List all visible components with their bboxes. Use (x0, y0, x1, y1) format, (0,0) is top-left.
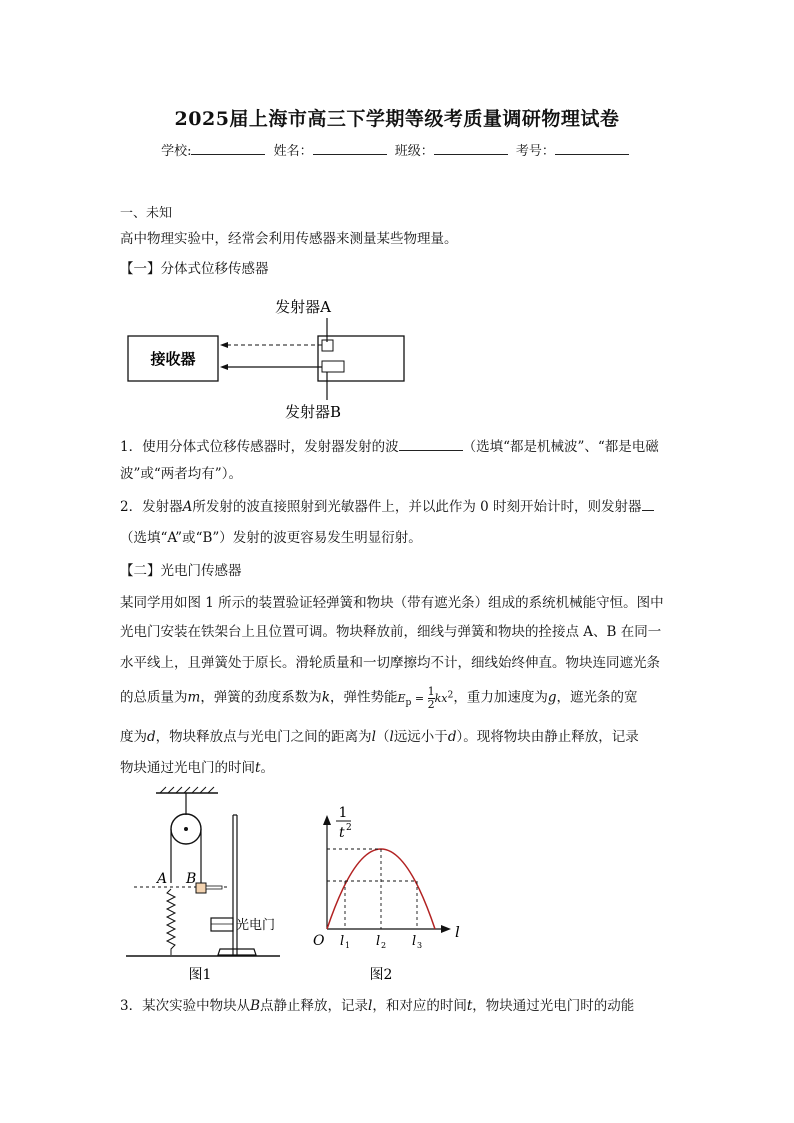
q2-text-a: 2．发射器 (120, 499, 183, 515)
q3-var-l: l (368, 998, 373, 1014)
section-heading: 一、未知 (120, 206, 173, 221)
name-label: 姓名： (273, 144, 313, 159)
q3-var-b: B (250, 998, 261, 1014)
ep-rhs: kx (434, 691, 448, 705)
var-m: m (187, 689, 201, 706)
spring (167, 889, 175, 955)
tick-l3: l (412, 934, 417, 949)
origin-label: O (313, 933, 325, 949)
intro-text: 高中物理实验中，经常会利用传感器来测量某些物理量。 (120, 231, 458, 247)
p4-b: ，弹簧的劲度系数为 (200, 689, 322, 706)
var-k: k (321, 689, 330, 706)
block (196, 883, 206, 893)
wave-a-arrow-icon (220, 342, 228, 348)
part1-title: 【一】分体式位移传感器 (120, 261, 269, 277)
ep-num: 1 (427, 685, 435, 699)
q3-b: 点静止释放，记录 (260, 998, 369, 1014)
p6-a: 物块通过光电门的时间 (120, 760, 255, 776)
question-2-line2: （选填“A”或“B”）发射的波更容易发生明显衍射。 (120, 530, 422, 546)
p5-a: 度为 (120, 729, 147, 745)
y-axis-arrow-icon (323, 815, 331, 825)
q3-d: ，物块通过光电门时的动能 (472, 998, 635, 1014)
wave-b-arrow-icon (220, 364, 228, 370)
ep-eq: = (414, 691, 425, 705)
p4-c: ，弹性势能 (330, 689, 398, 706)
p5-b: ，物块释放点与光电门之间的距离为 (155, 729, 372, 745)
part2-para1: 某同学用如图 1 所示的装置验证轻弹簧和物块（带有遮光条）组成的系统机械能守恒。图中 (120, 595, 664, 611)
q1-text-b: （选填“都是机械波”、“都是电磁 (462, 439, 659, 455)
question-1-line2: 波”或“两者均有”）。 (120, 466, 242, 482)
q3-c: ，和对应的时间 (372, 998, 467, 1014)
light-shield (206, 886, 222, 889)
school-blank (191, 142, 265, 155)
id-label: 考号： (515, 144, 555, 159)
receiver-label: 接收器 (150, 350, 196, 368)
figure-2-graph (305, 795, 475, 987)
y-axis-num: 1 (338, 805, 348, 821)
var-d: d (147, 729, 156, 745)
pulley-axle (184, 827, 188, 831)
var-d2: d (447, 729, 457, 745)
figure-1-apparatus (120, 785, 295, 985)
figure-1-caption: 图1 (188, 967, 212, 983)
point-b-label: B (186, 871, 197, 887)
tick-l2-sub: 2 (381, 941, 387, 950)
q1-answer-blank (399, 438, 463, 451)
class-label: 班级： (394, 144, 434, 159)
tick-l1: l (340, 934, 345, 949)
x-axis-arrow-icon (441, 925, 451, 933)
p4-d: ，重力加速度为 (453, 689, 548, 706)
p4-a: 的总质量为 (120, 689, 188, 706)
ep-den: 2 (427, 698, 435, 712)
q2-answer-blank (642, 498, 654, 511)
p4-e: ，遮光条的宽 (556, 689, 638, 706)
sensor-diagram (120, 290, 420, 425)
name-blank (313, 142, 387, 155)
student-info-row (0, 140, 794, 159)
exam-title: 2025届上海市高三下学期等级考质量调研物理试卷 (174, 108, 620, 130)
class-blank (434, 142, 508, 155)
ceiling-hatch (160, 787, 214, 793)
var-l: l (371, 729, 376, 745)
emitter-a-label: 发射器A (275, 298, 331, 316)
part2-para2: 光电门安装在铁架台上且位置可调。物块释放前，细线与弹簧和物块的拴接点 A、B 在同一 (120, 624, 662, 640)
part2-para3: 水平线上，且弹簧处于原长。滑轮质量和一切摩擦均不计，细线始终伸直。物块连同遮光条 (120, 655, 660, 671)
tick-l3-sub: 3 (417, 941, 423, 950)
id-blank (555, 142, 629, 155)
photogate-label: 光电门 (236, 918, 276, 933)
point-a-label: A (157, 871, 168, 887)
part2-para5 (120, 726, 680, 748)
ep-lhs: E (397, 691, 406, 705)
question-3-line1 (120, 995, 680, 1017)
p5-c: （ (375, 729, 390, 745)
p6-b: 。 (260, 760, 274, 776)
y-axis-den-sup: 2 (346, 823, 352, 833)
elastic-energy-formula (397, 685, 454, 712)
tick-l2: l (376, 934, 381, 949)
p5-d: 远远小于 (393, 729, 448, 745)
photogate (211, 918, 233, 931)
part2-para4 (120, 684, 680, 718)
q2-text-b: 所发射的波直接照射到光敏器件上，并以此作为 0 时刻开始计时，则发射器 (192, 499, 642, 515)
var-g: g (547, 689, 557, 706)
ep-sub: p (405, 696, 412, 708)
emitter-b-box (322, 361, 344, 372)
var-t: t (255, 760, 261, 776)
y-axis-den: t (339, 825, 345, 841)
q3-a: 3．某次实验中物块从 (120, 998, 251, 1014)
question-1-line1 (120, 436, 680, 458)
school-label: 学校: (161, 144, 192, 159)
emitter-body (318, 336, 404, 381)
q3-var-t: t (466, 998, 473, 1014)
p5-e: ）。现将物块由静止释放，记录 (456, 729, 639, 745)
figure-2-caption: 图2 (369, 967, 393, 983)
question-2-line1 (120, 496, 680, 518)
tick-l1-sub: 1 (345, 941, 351, 950)
part2-title: 【二】光电门传感器 (120, 563, 242, 579)
var-l2: l (389, 729, 394, 745)
ep-sup: 2 (447, 689, 454, 700)
part2-para6 (120, 757, 680, 779)
q1-text-a: 1．使用分体式位移传感器时，发射器发射的波 (120, 439, 399, 455)
q2-var-a: A (182, 499, 193, 515)
emitter-b-label: 发射器B (284, 403, 342, 421)
x-axis-label: l (455, 923, 460, 941)
